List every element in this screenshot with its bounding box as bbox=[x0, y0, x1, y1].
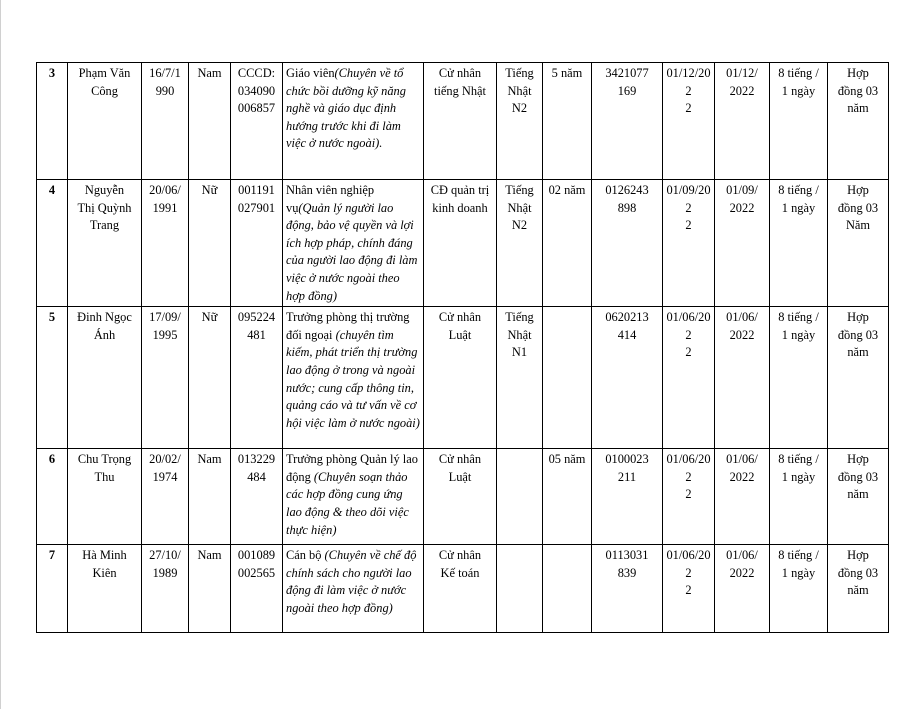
cell-start bbox=[663, 545, 715, 633]
si-line: 898 bbox=[617, 200, 637, 215]
cell-name bbox=[68, 63, 142, 180]
dob-line: 990 bbox=[155, 83, 175, 98]
position-title: Giáo viên bbox=[286, 66, 335, 80]
cell-hours bbox=[770, 307, 828, 449]
position-title: Cán bộ bbox=[286, 548, 325, 563]
table-row bbox=[37, 307, 889, 449]
contract_date-line: 01/12/ bbox=[726, 66, 758, 80]
cell-contract_date bbox=[715, 63, 770, 180]
lang-line: Nhật bbox=[507, 200, 532, 215]
start-line: 01/06/202 bbox=[666, 452, 711, 484]
hours-line: 8 tiếng / bbox=[778, 183, 819, 197]
cell-dob bbox=[142, 449, 189, 545]
si-line: 211 bbox=[617, 469, 637, 484]
name-line: Phạm Văn bbox=[78, 66, 131, 80]
contract-line: Hợp bbox=[847, 66, 869, 80]
start-line: 2 bbox=[685, 218, 692, 233]
position-description: (Chuyên về tổ chức bồi dưỡng kỹ năng nghề và giáo dục định hướng trước khi đi làm việc ở nước ngoài). bbox=[286, 66, 406, 151]
position-title: Trưởng phòng thị trường đối ngoại bbox=[286, 310, 410, 342]
id-line: 001089 bbox=[237, 548, 276, 563]
name-line: Kiên bbox=[92, 565, 117, 580]
id-line: 034090 bbox=[237, 83, 276, 98]
name-line: Đinh Ngọc bbox=[77, 310, 132, 325]
cell-contract bbox=[828, 63, 889, 180]
hours-line: 8 tiếng / bbox=[778, 452, 819, 467]
cell-id bbox=[231, 449, 283, 545]
page-edge bbox=[0, 0, 1, 709]
cell-edu bbox=[424, 545, 497, 633]
staff-table bbox=[36, 62, 889, 633]
lang-line: N2 bbox=[511, 101, 528, 116]
cell-id bbox=[231, 63, 283, 180]
cell-contract bbox=[828, 545, 889, 633]
name-line: Thu bbox=[94, 469, 115, 484]
cell-contract_date bbox=[715, 449, 770, 545]
dob-line: 20/02/ bbox=[149, 452, 181, 467]
cell-start bbox=[663, 449, 715, 545]
dob-line: 17/09/ bbox=[149, 310, 181, 325]
cell-id bbox=[231, 545, 283, 633]
contract_date-line: 2022 bbox=[729, 565, 755, 580]
edu-line: Kế toán bbox=[440, 565, 480, 580]
cell-position bbox=[283, 449, 424, 545]
cell-start bbox=[663, 180, 715, 307]
cell-stt: 7 bbox=[37, 545, 68, 633]
table-row bbox=[37, 63, 889, 180]
cell-lang bbox=[497, 180, 543, 307]
cell-si bbox=[592, 545, 663, 633]
contract_date-line: 01/06/ bbox=[726, 452, 758, 467]
position-description: (Chuyên về chế độ chính sách cho người lao động đi làm việc ở nước ngoài theo hợp đồng) bbox=[286, 548, 417, 615]
cell-lang bbox=[497, 545, 543, 633]
cell-lang bbox=[497, 307, 543, 449]
id-line: 013229 bbox=[237, 452, 276, 467]
contract_date-line: 2022 bbox=[729, 327, 755, 342]
cell-position bbox=[283, 307, 424, 449]
edu-line: tiếng Nhật bbox=[434, 83, 486, 98]
cell-start bbox=[663, 63, 715, 180]
si-line: 839 bbox=[617, 565, 637, 580]
contract_date-line: 2022 bbox=[729, 83, 755, 98]
dob-line: 1974 bbox=[152, 469, 178, 484]
contract_date-line: 2022 bbox=[729, 200, 755, 215]
start-line: 2 bbox=[685, 487, 692, 502]
cell-name bbox=[68, 307, 142, 449]
dob-line: 20/06/ bbox=[149, 183, 181, 197]
si-line: 0126243 bbox=[605, 183, 649, 197]
cell-dob bbox=[142, 307, 189, 449]
cell-dob bbox=[142, 63, 189, 180]
cell-stt: 4 bbox=[37, 180, 68, 307]
contract-line: năm bbox=[847, 583, 869, 598]
hours-line: 1 ngày bbox=[781, 83, 816, 98]
id-line: 006857 bbox=[237, 101, 276, 116]
cell-gender: Nam bbox=[189, 545, 231, 633]
id-line: 484 bbox=[247, 469, 266, 484]
dob-line: 16/7/1 bbox=[149, 66, 181, 80]
name-line: Trang bbox=[89, 218, 120, 233]
hours-line: 1 ngày bbox=[781, 327, 816, 342]
id-line: CCCD: bbox=[237, 66, 276, 80]
cell-si bbox=[592, 307, 663, 449]
lang-line: Tiếng bbox=[505, 183, 534, 197]
cell-position bbox=[283, 545, 424, 633]
cell-contract bbox=[828, 180, 889, 307]
id-line: 481 bbox=[247, 327, 266, 342]
si-line: 3421077 bbox=[605, 66, 649, 80]
dob-line: 1991 bbox=[152, 200, 178, 215]
id-line: 095224 bbox=[237, 310, 276, 325]
cell-name bbox=[68, 180, 142, 307]
cell-contract_date bbox=[715, 307, 770, 449]
cell-lang bbox=[497, 449, 543, 545]
cell-dob bbox=[142, 545, 189, 633]
hours-line: 1 ngày bbox=[781, 469, 816, 484]
cell-stt: 5 bbox=[37, 307, 68, 449]
cell-gender: Nam bbox=[189, 63, 231, 180]
start-line: 01/09/202 bbox=[666, 183, 711, 215]
contract-line: đồng 03 bbox=[837, 83, 879, 98]
hours-line: 8 tiếng / bbox=[778, 548, 819, 563]
cell-edu bbox=[424, 63, 497, 180]
cell-id bbox=[231, 180, 283, 307]
start-line: 01/06/202 bbox=[666, 310, 711, 342]
contract-line: năm bbox=[847, 487, 869, 502]
si-line: 0100023 bbox=[605, 452, 649, 467]
edu-line: CĐ quản trị bbox=[430, 183, 490, 197]
cell-hours bbox=[770, 449, 828, 545]
cell-contract bbox=[828, 449, 889, 545]
cell-exp: 05 năm bbox=[543, 449, 592, 545]
name-line: Công bbox=[91, 83, 118, 98]
contract-line: năm bbox=[847, 345, 869, 360]
cell-stt: 3 bbox=[37, 63, 68, 180]
cell-hours bbox=[770, 63, 828, 180]
name-line: Chu Trọng bbox=[77, 452, 132, 467]
contract-line: Năm bbox=[845, 218, 871, 233]
lang-line: Nhật bbox=[507, 83, 532, 98]
cell-lang bbox=[497, 63, 543, 180]
si-line: 169 bbox=[617, 83, 637, 98]
position-title: Nhân viên nghiệp vụ bbox=[286, 183, 375, 215]
cell-edu bbox=[424, 307, 497, 449]
hours-line: 1 ngày bbox=[781, 200, 816, 215]
id-line: 027901 bbox=[237, 200, 276, 215]
hours-line: 1 ngày bbox=[781, 565, 816, 580]
cell-contract_date bbox=[715, 545, 770, 633]
cell-hours bbox=[770, 545, 828, 633]
cell-start bbox=[663, 307, 715, 449]
edu-line: Cử nhân bbox=[438, 548, 482, 563]
name-line: Ánh bbox=[93, 327, 116, 342]
cell-contract_date bbox=[715, 180, 770, 307]
contract-line: đồng 03 bbox=[837, 200, 879, 215]
name-line: Hà Minh bbox=[82, 548, 127, 563]
cell-hours bbox=[770, 180, 828, 307]
cell-si bbox=[592, 180, 663, 307]
cell-si bbox=[592, 63, 663, 180]
contract-line: Hợp bbox=[847, 310, 869, 325]
id-line: 002565 bbox=[237, 565, 276, 580]
cell-gender: Nam bbox=[189, 449, 231, 545]
cell-dob bbox=[142, 180, 189, 307]
cell-contract bbox=[828, 307, 889, 449]
si-line: 414 bbox=[617, 327, 637, 342]
lang-line: Tiếng bbox=[505, 66, 534, 80]
lang-line: N1 bbox=[511, 345, 528, 360]
contract-line: Hợp bbox=[847, 452, 869, 467]
cell-exp bbox=[543, 307, 592, 449]
contract_date-line: 01/09/ bbox=[726, 183, 758, 197]
lang-line: Nhật bbox=[507, 327, 532, 342]
start-line: 2 bbox=[685, 583, 692, 598]
start-line: 01/12/202 bbox=[666, 66, 711, 98]
contract-line: đồng 03 bbox=[837, 327, 879, 342]
start-line: 2 bbox=[685, 345, 692, 360]
edu-line: Cử nhân bbox=[438, 310, 482, 325]
hours-line: 8 tiếng / bbox=[778, 66, 819, 80]
cell-gender: Nữ bbox=[189, 180, 231, 307]
si-line: 0620213 bbox=[605, 310, 649, 325]
edu-line: Luật bbox=[448, 469, 472, 484]
position-description: (Quản lý người lao động, bảo vệ quyền và lợi ích hợp pháp, chính đáng của người lao động đi làm việc ở nước ngoài theo hợp đồng) bbox=[286, 200, 418, 303]
dob-line: 1995 bbox=[152, 327, 178, 342]
cell-exp: 5 năm bbox=[543, 63, 592, 180]
cell-name bbox=[68, 449, 142, 545]
edu-line: kinh doanh bbox=[432, 200, 488, 215]
cell-edu bbox=[424, 449, 497, 545]
lang-line: Tiếng bbox=[505, 310, 534, 325]
contract-line: Hợp bbox=[847, 183, 869, 197]
cell-exp bbox=[543, 545, 592, 633]
name-line: Thị Quỳnh bbox=[77, 200, 132, 215]
cell-position bbox=[283, 180, 424, 307]
si-line: 0113031 bbox=[605, 548, 649, 563]
cell-name bbox=[68, 545, 142, 633]
contract_date-line: 01/06/ bbox=[726, 310, 758, 325]
contract-line: đồng 03 bbox=[837, 565, 879, 580]
position-title: Trưởng phòng Quản lý lao động bbox=[286, 452, 418, 484]
contract-line: Hợp bbox=[847, 548, 869, 563]
dob-line: 27/10/ bbox=[149, 548, 181, 563]
dob-line: 1989 bbox=[152, 565, 178, 580]
edu-line: Luật bbox=[448, 327, 472, 342]
cell-gender: Nữ bbox=[189, 307, 231, 449]
contract-line: năm bbox=[847, 101, 869, 116]
lang-line: N2 bbox=[511, 218, 528, 233]
cell-id bbox=[231, 307, 283, 449]
id-line: 001191 bbox=[238, 183, 275, 197]
contract_date-line: 01/06/ bbox=[726, 548, 758, 563]
position-description: (Chuyên soạn thảo các hợp đồng cung ứng lao động & theo dõi việc thực hiện) bbox=[286, 469, 409, 537]
cell-si bbox=[592, 449, 663, 545]
start-line: 2 bbox=[685, 101, 692, 116]
name-line: Nguyễn bbox=[84, 183, 125, 197]
table-row bbox=[37, 180, 889, 307]
contract_date-line: 2022 bbox=[729, 469, 755, 484]
table-row bbox=[37, 449, 889, 545]
cell-position bbox=[283, 63, 424, 180]
edu-line: Cử nhân bbox=[438, 452, 482, 467]
hours-line: 8 tiếng / bbox=[778, 310, 819, 325]
cell-stt: 6 bbox=[37, 449, 68, 545]
position-description: (chuyên tìm kiếm, phát triển thị trường lao động ở trong và ngoài nước; cung cấp thông tin, quảng cáo và tư vấn về cơ hội việc làm ở nước ngoài) bbox=[286, 327, 420, 430]
table-row bbox=[37, 545, 889, 633]
cell-exp: 02 năm bbox=[543, 180, 592, 307]
cell-edu bbox=[424, 180, 497, 307]
contract-line: đồng 03 bbox=[837, 469, 879, 484]
edu-line: Cử nhân bbox=[438, 66, 482, 80]
start-line: 01/06/202 bbox=[666, 548, 711, 580]
